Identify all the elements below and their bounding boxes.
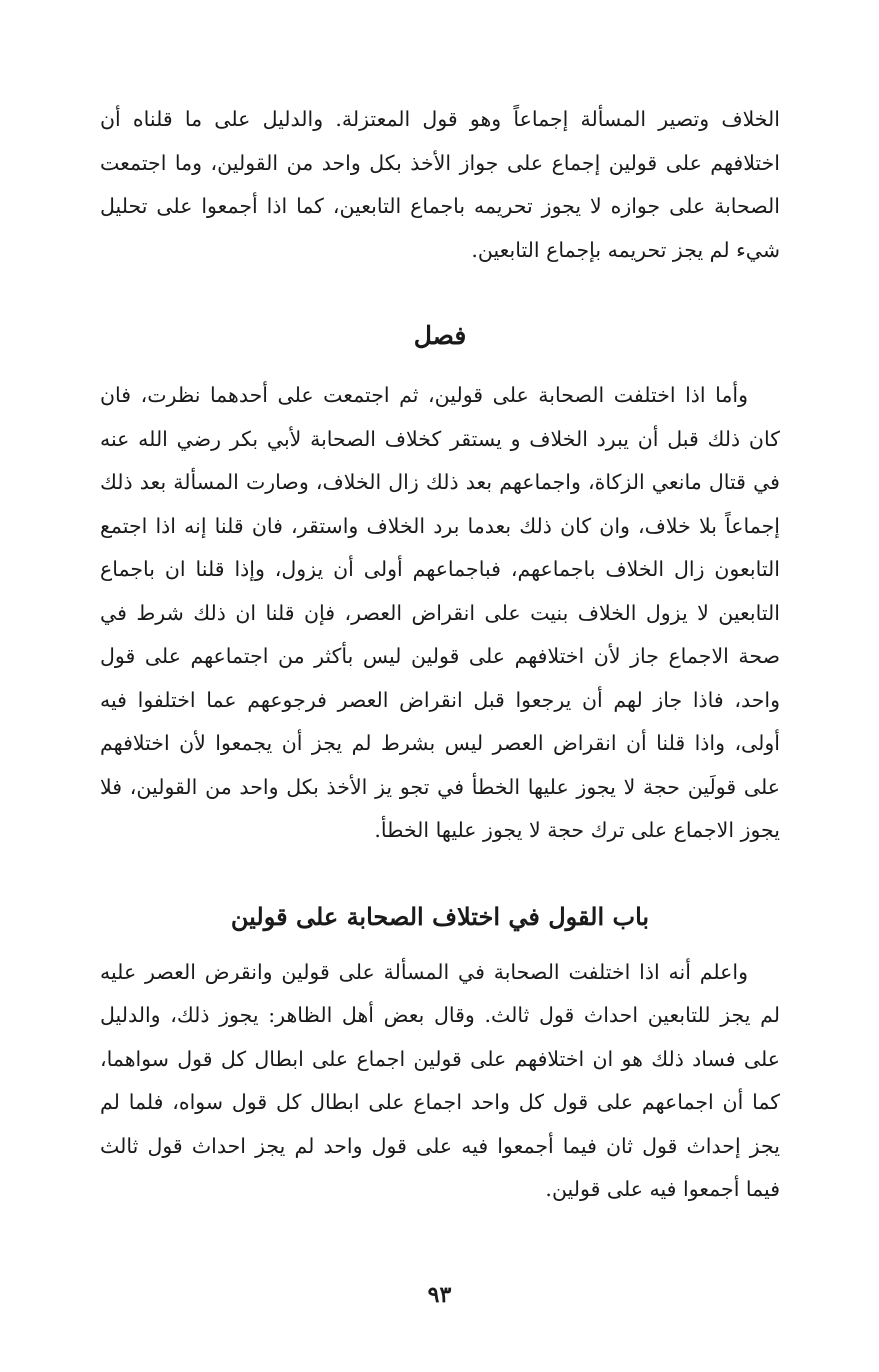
- paragraph-bab-body: واعلم أنه اذا اختلفت الصحابة في المسألة على قولين وانقرض العصر عليه لم يجز للتابعين احداث قول ثالث. وقال بعض أهل الظاهر: يجوز ذلك، والدليل على فساد ذلك هو ان اختلافهم على قولين اجماع على ابطال كل قول سواهما، كما أن اجماعهم على قول كل واحد اجماع على ابطال كل قول سواه، فلما لم يجز إحداث قول ثان فيما أجمعوا فيه على قول واحد لم يجز احداث قول ثالث فيما أجمعوا فيه على قولين.: [100, 959, 780, 1201]
- document-page: [100, 98, 780, 1212]
- paragraph-continuation: الخلاف وتصير المسألة إجماعاً وهو قول المعتزلة. والدليل على ما قلناه أن اختلافهم على قولين إجماع على جواز الأخذ بكل واحد من القولين، وما اجتمعت الصحابة على جوازه لا يجوز تحريمه باجماع التابعين، كما اذا أجمعوا على تحليل شيء لم يجز تحريمه بإجماع التابعين.: [100, 107, 780, 262]
- page-number: ٩٣: [427, 1282, 452, 1308]
- chapter-heading-bab: باب القول في اختلاف الصحابة على قولين: [230, 901, 650, 931]
- section-heading-fasl: فصل: [413, 321, 467, 350]
- paragraph-fasl-body: وأما اذا اختلفت الصحابة على قولين، ثم اجتمعت على أحدهما نظرت، فان كان ذلك قبل أن يبرد الخلاف و يستقر كخلاف الصحابة لأبي بكر رضي الله عنه في قتال مانعي الزكاة، واجماعهم بعد ذلك زال الخلاف، وصارت المسألة بعد ذلك إجماعاً بلا خلاف، وان كان ذلك بعدما برد الخلاف واستقر، فان قلنا إنه اذا اجتمع التابعون زال الخلاف باجماعهم، فباجماعهم أولى أن يزول، وإذا قلنا ان باجماع التابعين لا يزول الخلاف بنيت على انقراض العصر، فإن قلنا ان ذلك شرط في صحة الاجماع جاز لأن اختلافهم على قولين ليس بأكثر من اجتماعهم على قول واحد، فاذا جاز لهم أن يرجعوا قبل انقراض العصر فرجوعهم عما اختلفوا فيه أولى، واذا قلنا أن انقراض العصر ليس بشرط لم يجز أن يجمعوا لأن اختلافهم على قولَين حجة لا يجوز عليها الخطأ في تجو يز الأخذ بكل واحد من القولين، فلا يجوز الاجماع على ترك حجة لا يجوز عليها الخطأ.: [100, 383, 780, 842]
